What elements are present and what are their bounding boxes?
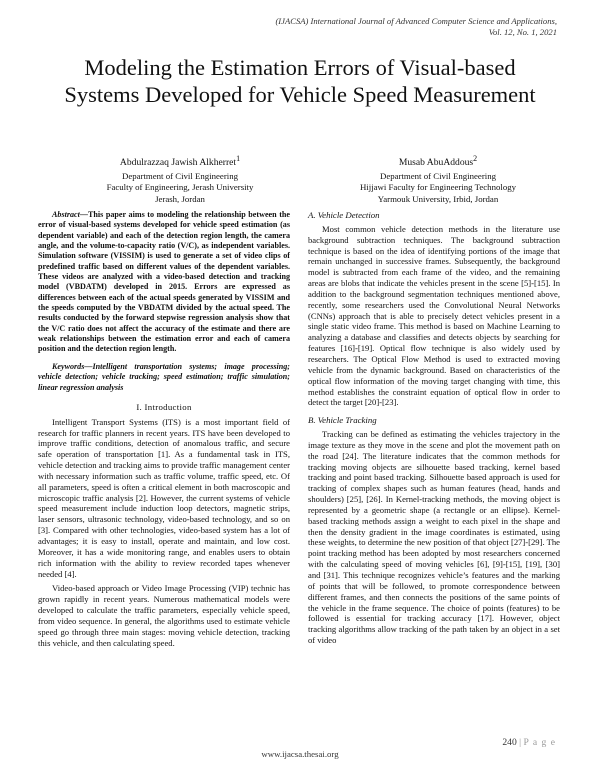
author-sup-1: 1 — [236, 154, 241, 163]
author-dept-1: Department of Civil Engineering — [121, 170, 239, 181]
author-name-1: Abdulrazzaq Jawish Alkherret$^1$ — [119, 154, 241, 169]
vehicle-tracking-paragraph: Tracking can be defined as estimating the vehicles trajectory in the image texture as they move in the scene and plot the movement path on the road [24]. The literature indicates that the common methods for tracking moving objects are silhouette based tracking, kernel based tracking and point based tracking. Silhouette based approach is used for tracking of complex shapes such as human features (head, hands and shoulders) [25], [26]. In Kernel-tracking methods, the moving object is represented by a geometric shape (a rectangle or an ellipse). Kernel-based tracking methods assign a weight to each pixel in the shape and then the density gradient in the image coordinates is estimated, using these weights, to determine the new position of that object [27]-[29]. The point tracking method has been adopted by most researchers concerned with the calculating speed of moving vehicles [6], [9]-[15], [19], [30] and [31]. This technique recognizes vehicle’s features and the marking of points that will be followed, to promote correspondence between different frames, and then connects the positions of the same points of the vehicle in the frame sequence. The choice of points (features) to be followed is essential for tracking accuracy [17]. However, object tracking algorithms allow tracking of the path taken by an object in a set of video — [308, 429, 560, 646]
left-column — [38, 210, 290, 648]
section-heading-introduction: I. Introduction — [136, 401, 192, 412]
page-divider: | — [519, 737, 522, 748]
journal-line-1: (IJACSA) International Journal of Advanced Computer Science and Applications, — [275, 16, 557, 26]
intro-paragraph-2: Video-based approach or Video Image Processing (VIP) technic has grown rapidly in recent years. Numerous mathematical models were developed to calculate the traffic parameters, especially vehicle speed, from video sequence. In general, the algorithms used to estimate vehicle speed go through three main stages: moving vehicle detection, tracking this vehicle, and then calculating speed. — [38, 583, 290, 648]
author-sup-2: 2 — [473, 154, 478, 163]
page-number — [502, 737, 556, 748]
page-label: P a g e — [523, 737, 556, 748]
title-line-2: Systems Developed for Vehicle Speed Measurement — [64, 82, 536, 107]
subsection-heading-vehicle-detection: A. Vehicle Detection — [308, 210, 380, 220]
keywords: Keywords—Intelligent transportation systems; image processing; vehicle detection; vehicle tracking; speed estimation; traffic simulation; linear regression analysis — [38, 361, 290, 392]
abstract — [38, 210, 290, 355]
author-block-2 — [318, 153, 558, 206]
author-location-1: Jerash, Jordan — [155, 193, 205, 204]
abstract-lead: Abstract— — [52, 210, 88, 219]
journal-url[interactable]: www.ijacsa.thesai.org — [261, 749, 339, 759]
intro-paragraph-1: Intelligent Transport Systems (ITS) is a most important field of research for traffic planners in recent years. ITS have been developed to improve traffic conditions, detection of anomalous traffic, and secure safe operation of transportation [1]. As a fundamental task in ITS, vehicle detection and tracking aims to provide traffic management center with necessary information such as traffic volume, traffic speed, etc. Of all parameters, speed is often a critical element in both macroscopic and microscopic traffic analysis [2]. However, the current systems of vehicle speed measurement include induction loop detectors, magnetic strips, laser sensors, ultrasonic technology, video-based technology, and so on [3]. Compared with other technologies, video-based system has a lot of advantages; it is easy to install, operate and maintain, and low cost. Moreover, it has a wide monitoring range, and enables users to obtain rich information with the ability to review recorded tapes whenever needed [4]. — [38, 416, 290, 579]
author-block-1 — [60, 153, 300, 206]
author-faculty-1: Faculty of Engineering, Jerash University — [106, 182, 254, 193]
journal-line-2: Vol. 12, No. 1, 2021 — [488, 27, 557, 37]
page-number-value: 240 — [502, 737, 517, 748]
author-location-2: Yarmouk University, Irbid, Jordan — [377, 193, 499, 204]
vehicle-detection-paragraph: Most common vehicle detection methods in the literature use background subtraction techniques. The background subtraction technique is based on the idea of identifying portions of the image that remain unchanged in successive frames. Subsequently, the background model is subtracted from each frame of the video, and the remaining areas are blobs that indicate the vehicles present in the scene [5]-[15]. In addition to the background segmentation techniques mentioned above, recently, some researchers used the Convolutional Neural Networks (CNNs) approach that is able to precisely detect vehicles present in a single static video frame. This method is based on Machine Learning to analyzing a database and classifies and detects objects by searching for features [16]-[19]. Optical flow technique is also widely used by researchers. The Optical Flow Method is used to extracted moving vehicle from the dynamic background. Based on characteristics of the optical flow information of the moving target changing with time, this method establishes the constraint equation of optical flow in order to detect the target [20]-[23]. — [308, 223, 560, 408]
paper-title — [30, 54, 570, 108]
title-line-1: Modeling the Estimation Errors of Visual-based — [84, 55, 516, 80]
right-column — [308, 210, 560, 646]
author-faculty-2: Hijjawi Faculty for Engineering Technology — [359, 182, 517, 193]
author-dept-2: Department of Civil Engineering — [379, 170, 497, 181]
abstract-text: This paper aims to modeling the relationship between the error of visual-based systems developed for vehicle speed estimation (as dependent variable) and each of the detection region length, the camera angle, and the volume-to-capacity ratio (V/C), as independent variables. Simulation software (VISSIM) is used to generate a set of video clips of predefined traffic based on different values of the dependent variables. These videos are analyzed with a video-based detection and tracking model (VBDATM) developed in 2015. Errors are expressed as differences between each of the actual speeds generated by VISSIM and the speeds computed by the VBDATM divided by the actual speed. The results conducted by the forward stepwise regression analysis show that the V/C ratio does not affect the accuracy of the estimate and there are weak relationships between the estimation error and each of camera position and the detection region length. — [38, 210, 290, 354]
journal-header — [177, 16, 557, 38]
subsection-heading-vehicle-tracking: B. Vehicle Tracking — [308, 415, 377, 426]
author-name-2: Musab AbuAddous$^2$ — [398, 154, 478, 169]
